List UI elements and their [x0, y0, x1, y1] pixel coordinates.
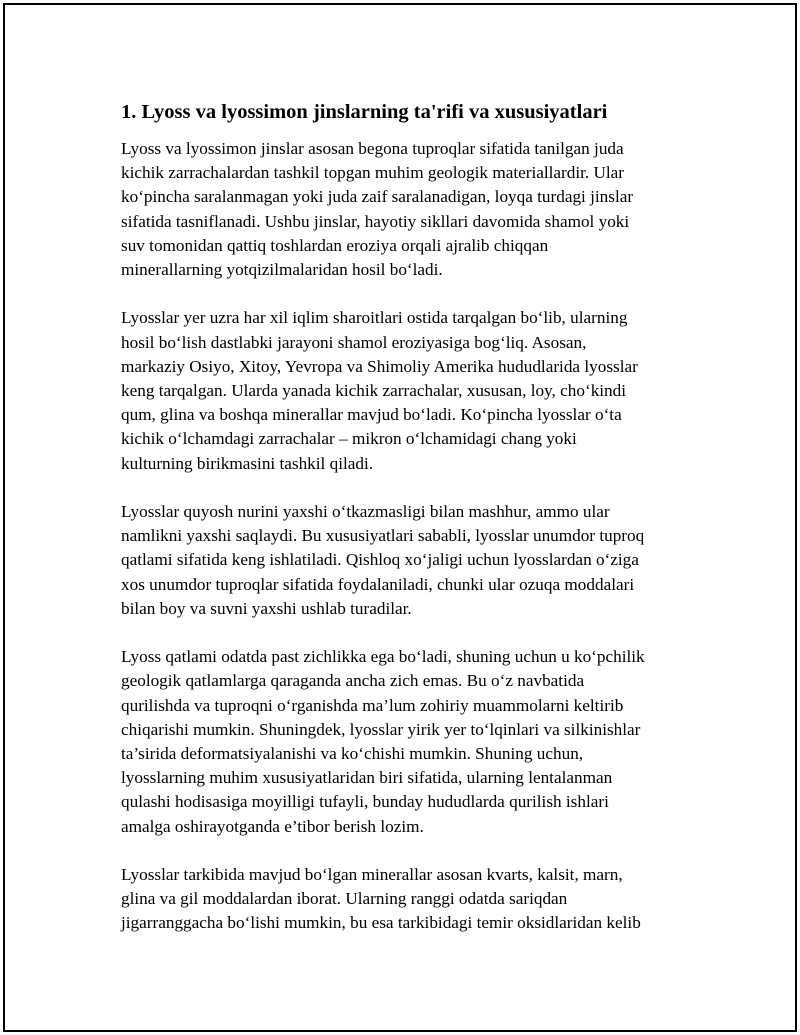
text-line: amalga oshirayotganda e’tibor berish lozim. — [121, 816, 424, 836]
text-line: sifatida tasniflanadi. Ushbu jinslar, hayotiy sikllari davomida shamol yoki — [121, 211, 630, 231]
text-line: kulturning birikmasini tashkil qiladi. — [121, 453, 374, 473]
text-line: qurilishda va tuproqni o‘rganishda ma’lum zohiriy muammolarni keltirib — [121, 695, 624, 715]
text-line: hosil bo‘lish dastlabki jarayoni shamol eroziyasiga bog‘liq. Asosan, — [121, 332, 587, 352]
text-line: markaziy Osiyo, Xitoy, Yevropa va Shimoliy Amerika hududlarida lyosslar — [121, 356, 638, 376]
text-line: kichik o‘lchamdagi zarrachalar – mikron o‘lchamidagi chang yoki — [121, 429, 577, 449]
page-frame — [3, 3, 797, 1032]
paragraph-5 — [121, 863, 681, 936]
text-line: minerallarning yotqizilmalaridan hosil bo‘ladi. — [121, 260, 443, 280]
text-line: qum, glina va boshqa minerallar mavjud bo‘ladi. Ko‘pincha lyosslar o‘ta — [121, 405, 622, 425]
text-line: qulashi hodisasiga moyilligi tufayli, bunday hududlarda qurilish ishlari — [121, 792, 609, 812]
text-line: lyosslarning muhim xususiyatlaridan biri sifatida, ularning lentalanman — [121, 768, 613, 788]
text-line: qatlami sifatida keng ishlatiladi. Qishloq xo‘jaligi uchun lyosslardan o‘ziga — [121, 550, 639, 570]
text-line: Lyoss qatlami odatda past zichlikka ega bo‘ladi, shuning uchun u ko‘pchilik — [121, 647, 645, 667]
text-line: geologik qatlamlarga qaraganda ancha zich emas. Bu o‘z navbatida — [121, 671, 585, 691]
text-line: xos unumdor tuproqlar sifatida foydalaniladi, chunki ular ozuqa moddalari — [121, 574, 635, 594]
paragraph-4 — [121, 645, 681, 839]
text-line: ko‘pincha saralanmagan yoki juda zaif saralanadigan, loyqa turdagi jinslar — [121, 187, 634, 207]
text-line: namlikni yaxshi saqlaydi. Bu xususiyatlari sababli, lyosslar unumdor tuproq — [121, 526, 645, 546]
document-body — [121, 99, 681, 960]
text-line: keng tarqalgan. Ularda yanada kichik zarrachalar, xususan, loy, cho‘kindi — [121, 381, 627, 401]
paragraph-2 — [121, 306, 681, 475]
section-title: 1. Lyoss va lyossimon jinslarning ta'rifi va xususiyatlari — [121, 101, 608, 123]
paragraph-1 — [121, 137, 681, 282]
text-line: Lyosslar tarkibida mavjud bo‘lgan minerallar asosan kvarts, kalsit, marn, — [121, 865, 623, 885]
paragraph-3 — [121, 500, 681, 621]
text-line: jigarranggacha bo‘lishi mumkin, bu esa tarkibidagi temir oksidlaridan kelib — [121, 913, 641, 933]
text-line: Lyoss va lyossimon jinslar asosan begona tuproqlar sifatida tanilgan juda — [121, 139, 624, 158]
text-line: suv tomonidan qattiq toshlardan eroziya orqali ajralib chiqqan — [121, 235, 549, 255]
text-line: glina va gil moddalardan iborat. Ularning ranggi odatda sariqdan — [121, 889, 568, 909]
text-line: kichik zarrachalardan tashkil topgan muhim geologik materiallardir. Ular — [121, 163, 625, 183]
text-line: chiqarishi mumkin. Shuningdek, lyosslar yirik yer to‘lqinlari va silkinishlar — [121, 719, 641, 739]
text-line: bilan boy va suvni yaxshi ushlab turadilar. — [121, 598, 412, 618]
text-line: Lyosslar yer uzra har xil iqlim sharoitlari ostida tarqalgan bo‘lib, ularning — [121, 308, 628, 328]
text-line: Lyosslar quyosh nurini yaxshi o‘tkazmasligi bilan mashhur, ammo ular — [121, 502, 610, 522]
text-line: ta’sirida deformatsiyalanishi va ko‘chishi mumkin. Shuning uchun, — [121, 744, 584, 764]
